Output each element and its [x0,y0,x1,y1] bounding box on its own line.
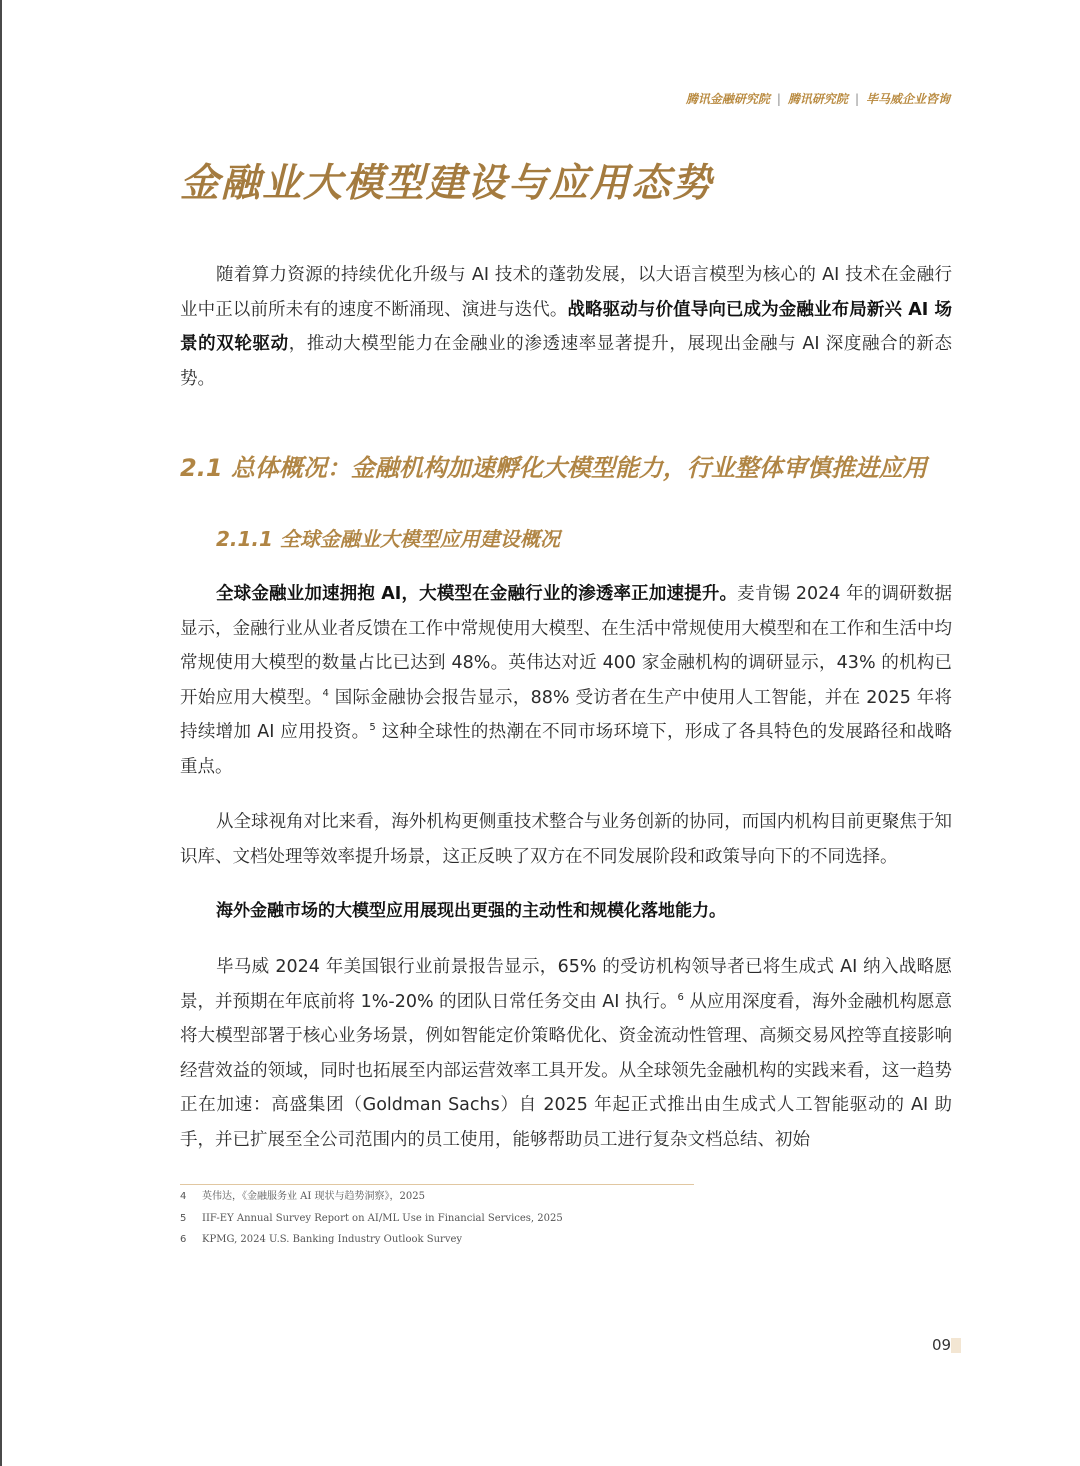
report-header [686,90,950,107]
intro-emphasis: 战略驱动与价值导向已成为金融业布局新兴 AI 场景的双轮驱动 [180,299,952,354]
paragraph-comparison: 从全球视角对比来看，海外机构更侧重技术整合与业务创新的协同，而国内机构目前更聚焦于知识库、文档处理等效率提升场景，这正反映了双方在不同发展阶段和政策导向下的不同选择。 [180,812,952,867]
paragraph-global-adoption [180,577,952,784]
footnote-number: 5 [180,1212,187,1224]
section-heading-2-1: 2.1 总体概况：金融机构加速孵化大模型能力，行业整体审慎推进应用 [180,454,927,482]
intro-paragraph [180,258,952,396]
paragraph-text: 毕马威 2024 年美国银行业前景报告显示，65% 的受访机构领导者已将生成式 AI 纳入战略愿景，并预期在年底前将 1%-20% 的团队日常任务交由 AI 执行。 [180,957,952,1012]
footnote-divider [180,1184,694,1185]
paragraph-overseas [180,950,952,1157]
page-title: 金融业大模型建设与应用态势 [180,161,714,206]
page-number: 09 [932,1336,952,1354]
footnote-item [180,1208,880,1230]
page-edge-line [0,0,2,1466]
footnote-item [180,1229,880,1251]
footnote-text: IIF-EY Annual Survey Report on AI/ML Use in Financial Services, 2025 [202,1212,563,1224]
header-separator: | [776,92,781,106]
intro-text-cont: ，推动大模型能力在金融业的渗透速率显著提升，展现出金融与 AI 深度融合的新态势。 [180,334,952,389]
footnote-ref-6: 6 [677,991,684,1003]
section-heading-2-1-1: 2.1.1 全球金融业大模型应用建设概况 [216,527,560,551]
footnote-ref-4: 4 [322,687,329,699]
footnote-text: 英伟达，《金融服务业 AI 现状与趋势洞察》，2025 [202,1191,425,1202]
footnote-text: KPMG, 2024 U.S. Banking Industry Outlook Survey [202,1234,463,1245]
paragraph-text: 这种全球性的热潮在不同市场环境下，形成了各具特色的发展路径和战略重点。 [180,722,952,777]
header-org-1: 腾讯金融研究院 [685,92,770,106]
header-org-2: 腾讯研究院 [787,92,848,106]
footnote-number: 4 [180,1191,187,1202]
header-org-3: 毕马威企业咨询 [865,92,950,106]
paragraph-lead-bold: 全球金融业加速拥抱 AI，大模型在金融行业的渗透率正加速提升。 [216,584,738,604]
header-separator: | [854,92,859,106]
page-number-accent [951,1338,961,1353]
intro-text: 随着算力资源的持续优化升级与 AI 技术的蓬勃发展，以大语言模型为核心的 AI 技术在金融行业中正以前所未有的速度不断涌现、演进与迭代。 [180,265,952,320]
subheading-overseas: 海外金融市场的大模型应用展现出更强的主动性和规模化落地能力。 [216,901,726,921]
footnote-ref-5: 5 [369,722,376,734]
paragraph-text: 从应用深度看，海外金融机构愿意将大模型部署于核心业务场景，例如智能定价策略优化、资金流动性管理、高频交易风控等直接影响经营效益的领域，同时也拓展至内部运营效率工具开发。从全球领先金融机构的实践来看，这一趋势正在加速：高盛集团（Goldman Sachs）自 2025 年起正式推出由生成式人工智能驱动的 AI 助手，并已扩展至全公司范围内的员工使用，能够帮助员工进行复杂文档总结、初始 [180,991,952,1150]
footnote-number: 6 [180,1234,187,1245]
footnotes [180,1186,880,1251]
paragraph-text: 国际金融协会报告显示，88% 受访者在生产中使用人工智能，并在 2025 年将持续增加 AI 应用投资。 [180,687,953,742]
footnote-item [180,1186,880,1208]
paragraph-text: 麦肯锡 2024 年的调研数据显示，金融行业从业者反馈在工作中常规使用大模型、在生活中常规使用大模型和在工作和生活中均常规使用大模型的数量占比已达到 48%。英伟达对近 400 家金融机构的调研显示，43% 的机构已开始应用大模型。 [180,584,952,708]
